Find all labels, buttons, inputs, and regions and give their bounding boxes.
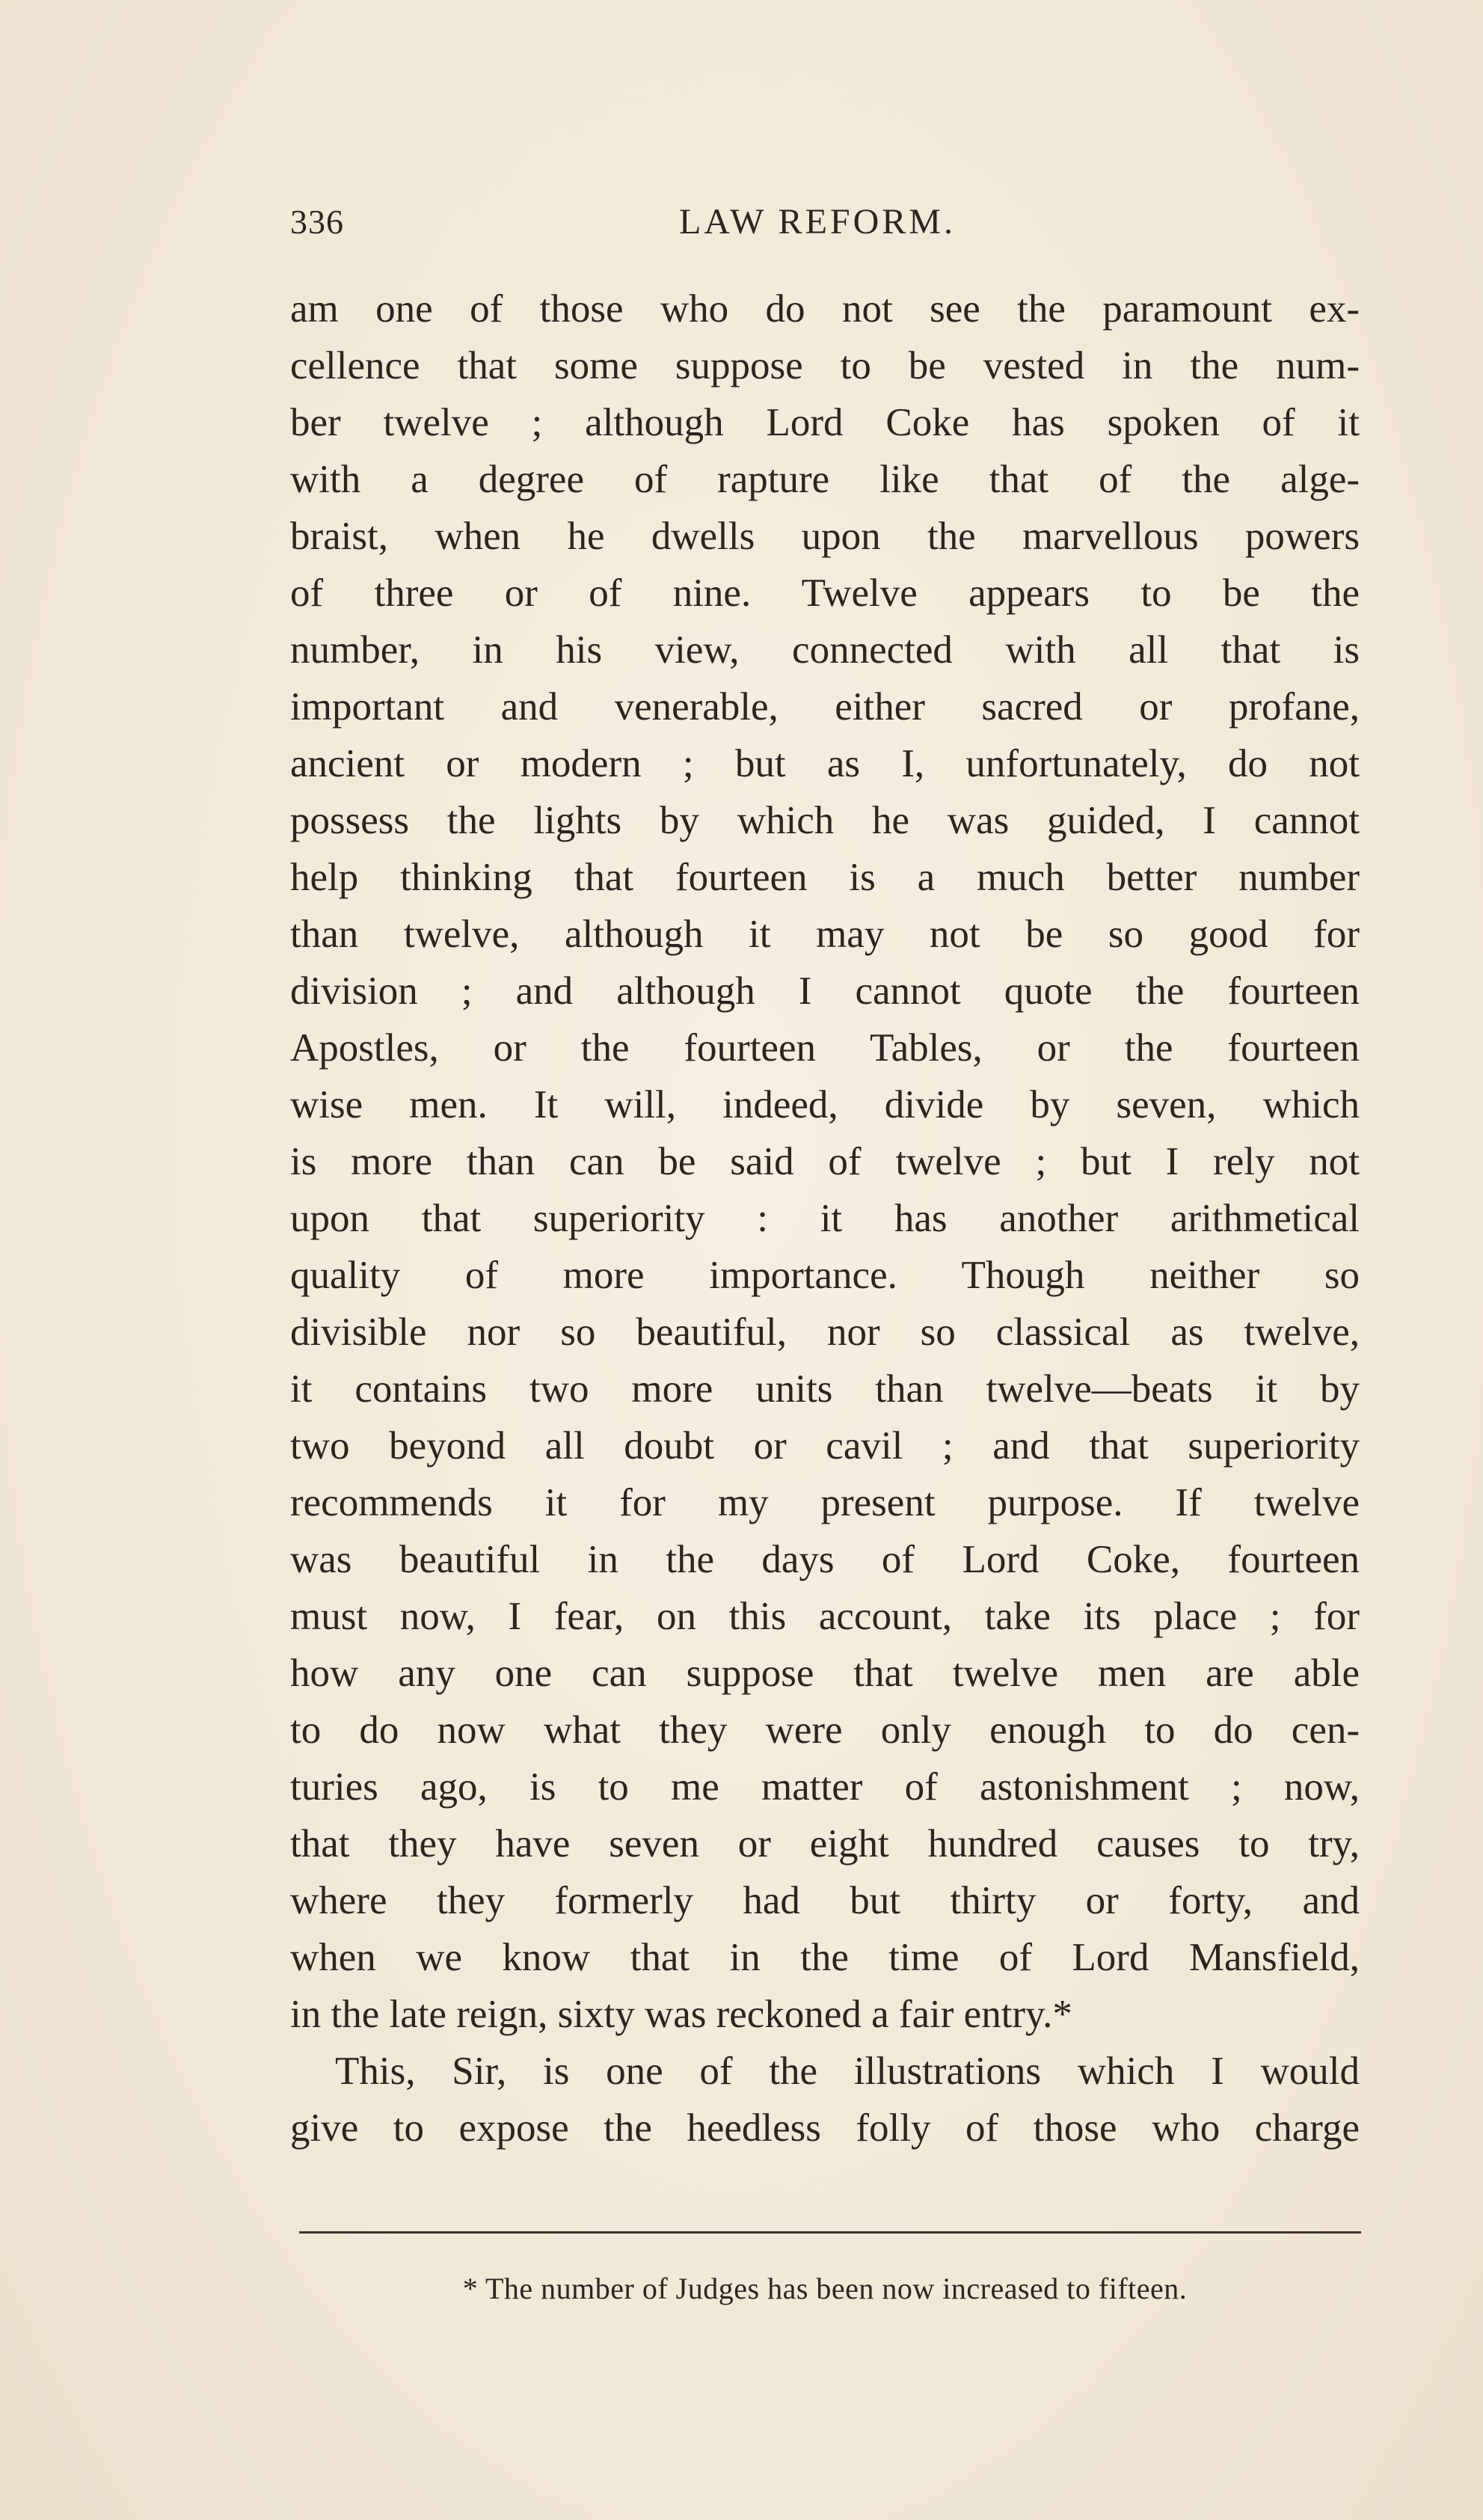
- text-line: ber twelve ; although Lord Coke has spoken of it: [290, 401, 1360, 444]
- text-line: Apostles, or the fourteen Tables, or the fourteen: [290, 1026, 1360, 1070]
- text-line: upon that superiority : it has another arithmetical: [290, 1197, 1360, 1240]
- text-line: where they formerly had but thirty or forty, and: [290, 1879, 1360, 1922]
- text-line: am one of those who do not see the paramount ex-: [290, 287, 1360, 331]
- text-line: number, in his view, connected with all that is: [290, 628, 1360, 672]
- text-line: it contains two more units than twelve—beats it by: [290, 1367, 1360, 1411]
- running-head: LAW REFORM.: [679, 202, 956, 242]
- text-line: turies ago, is to me matter of astonishment ; now,: [290, 1765, 1360, 1809]
- text-line: to do now what they were only enough to do cen-: [290, 1708, 1360, 1752]
- text-line: that they have seven or eight hundred causes to try,: [290, 1822, 1360, 1866]
- text-line: ancient or modern ; but as I, unfortunately, do not: [290, 742, 1360, 785]
- text-line: how any one can suppose that twelve men are able: [290, 1652, 1360, 1695]
- text-line: help thinking that fourteen is a much better number: [290, 856, 1360, 899]
- body-text: [290, 280, 1360, 2156]
- text-line: important and venerable, either sacred or profane,: [290, 685, 1360, 729]
- page-header: [290, 196, 1360, 248]
- text-line: recommends it for my present purpose. If twelve: [290, 1481, 1360, 1524]
- page-number: 336: [290, 203, 344, 241]
- text-line: This, Sir, is one of the illustrations which I would: [335, 2050, 1360, 2093]
- text-line: cellence that some suppose to be vested in the num-: [290, 344, 1360, 387]
- text-line: must now, I fear, on this account, take its place ; for: [290, 1595, 1360, 1638]
- text-line: wise men. It will, indeed, divide by seven, which: [290, 1083, 1360, 1126]
- text-line: division ; and although I cannot quote the fourteen: [290, 969, 1360, 1013]
- text-line: was beautiful in the days of Lord Coke, fourteen: [290, 1538, 1360, 1581]
- text-line: braist, when he dwells upon the marvellous powers: [290, 515, 1360, 558]
- text-line: possess the lights by which he was guided, I cannot: [290, 799, 1360, 842]
- text-line: is more than can be said of twelve ; but I rely not: [290, 1140, 1360, 1183]
- footnote-rule: [299, 2231, 1361, 2234]
- text-line: give to expose the heedless folly of those who charge: [290, 2106, 1360, 2150]
- footnote: * The number of Judges has been now increased to fifteen.: [462, 2272, 1188, 2305]
- text-line: when we know that in the time of Lord Mansfield,: [290, 1936, 1360, 1979]
- text-line: two beyond all doubt or cavil ; and that superiority: [290, 1424, 1360, 1468]
- text-line: of three or of nine. Twelve appears to be the: [290, 571, 1360, 615]
- text-line: than twelve, although it may not be so good for: [290, 913, 1360, 956]
- text-line: quality of more importance. Though neither so: [290, 1254, 1360, 1297]
- text-line: divisible nor so beautiful, nor so classical as twelve,: [290, 1310, 1360, 1354]
- text-line: with a degree of rapture like that of the alge-: [290, 458, 1360, 501]
- text-line: in the late reign, sixty was reckoned a fair entry.*: [290, 1993, 1072, 2036]
